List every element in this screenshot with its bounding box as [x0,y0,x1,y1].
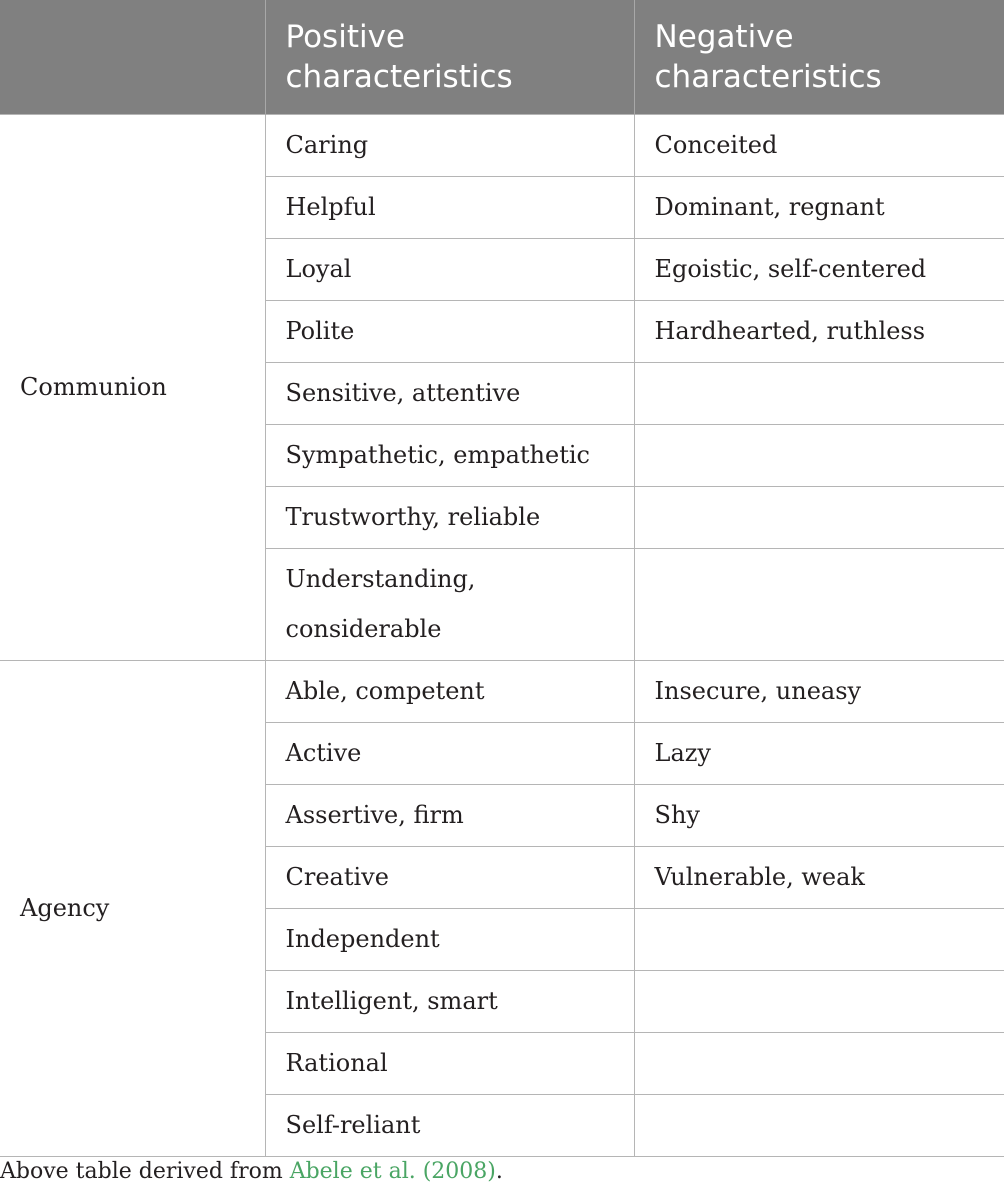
negative-cell: Vulnerable, weak [634,846,1004,908]
table-footnote [0,1157,503,1187]
table-body [0,114,1004,1156]
positive-cell: Creative [265,846,634,908]
positive-cell: Understanding, considerable [265,548,634,660]
table-row [0,660,1004,722]
positive-cell: Loyal [265,238,634,300]
positive-cell: Active [265,722,634,784]
negative-cell: Dominant, regnant [634,176,1004,238]
negative-cell: Lazy [634,722,1004,784]
header-row [0,0,1004,114]
positive-cell: Trustworthy, reliable [265,486,634,548]
positive-cell: Sympathetic, empathetic [265,424,634,486]
negative-cell: Insecure, uneasy [634,660,1004,722]
footnote-reference-link[interactable]: Abele et al. (2008) [289,1159,496,1184]
positive-cell: Able, competent [265,660,634,722]
negative-cell [634,1094,1004,1156]
negative-cell [634,548,1004,660]
group-label-cell: Communion [0,114,265,660]
positive-cell: Assertive, firm [265,784,634,846]
negative-cell [634,970,1004,1032]
negative-cell [634,908,1004,970]
negative-cell [634,362,1004,424]
positive-cell: Helpful [265,176,634,238]
negative-cell: Conceited [634,114,1004,176]
positive-cell: Self-reliant [265,1094,634,1156]
positive-cell: Polite [265,300,634,362]
positive-cell: Rational [265,1032,634,1094]
negative-cell [634,424,1004,486]
header-negative: Negative characteristics [634,0,1004,114]
negative-cell: Hardhearted, ruthless [634,300,1004,362]
positive-cell: Intelligent, smart [265,970,634,1032]
negative-cell: Egoistic, self-centered [634,238,1004,300]
positive-cell: Sensitive, attentive [265,362,634,424]
group-label-cell: Agency [0,660,265,1156]
positive-cell: Independent [265,908,634,970]
negative-cell: Shy [634,784,1004,846]
header-group [0,0,265,114]
positive-cell: Caring [265,114,634,176]
footnote-suffix: . [495,1159,503,1184]
footnote-prefix: Above table derived from [0,1159,290,1184]
negative-cell [634,1032,1004,1094]
negative-cell [634,486,1004,548]
table-row [0,114,1004,176]
header-positive: Positive characteristics [265,0,634,114]
